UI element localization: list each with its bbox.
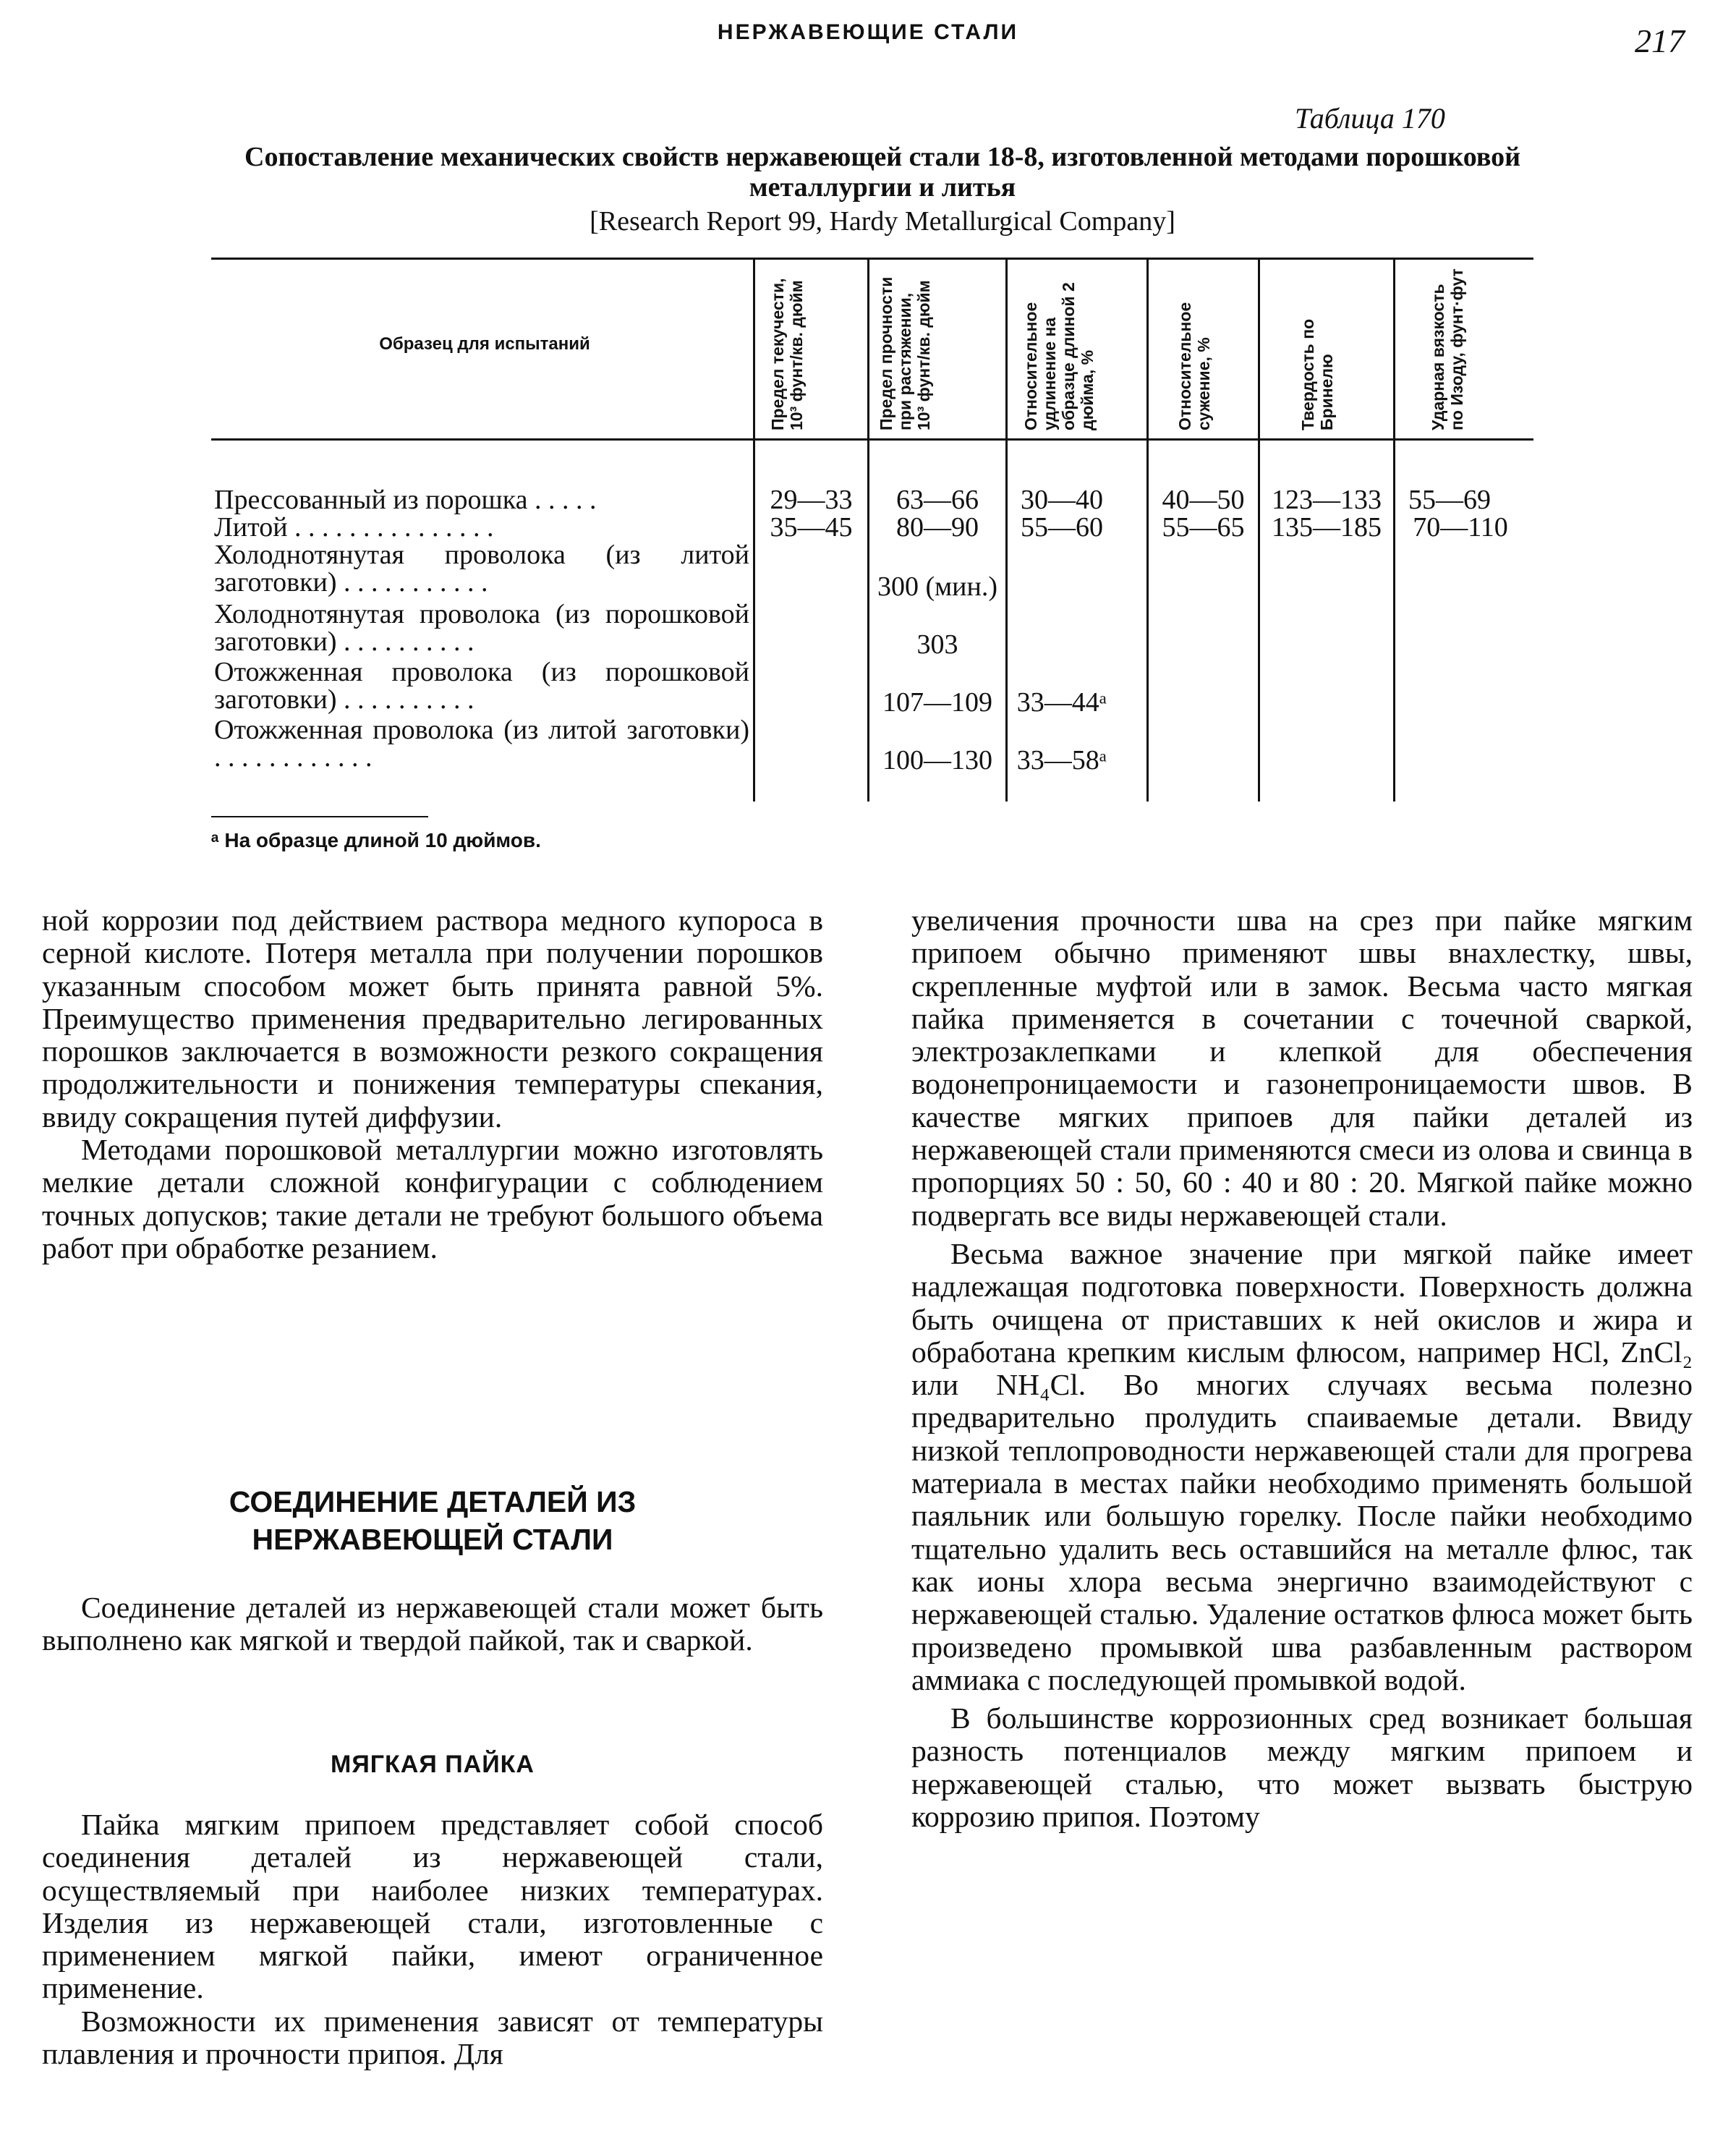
table-number: Таблица 170 <box>1295 102 1445 135</box>
paragraph: Возможности их применения зависят от температуры плавления и прочности припоя. Для <box>42 2004 823 2071</box>
table-row-label: Прессованный из порошка . . . . . <box>214 485 597 515</box>
column-header-yield: Предел текучести, 10³ фунт/кв. дюйм <box>768 278 806 430</box>
table-cell: 35—45 <box>770 512 853 543</box>
running-title: НЕРЖАВЕЮЩИЕ СТАЛИ <box>717 20 1019 44</box>
left-column-upper <box>42 904 823 1264</box>
table-cell: 55—60 <box>1021 512 1103 543</box>
left-column-intro <box>42 1591 823 1657</box>
paragraph: Соединение деталей из нержавеющей стали может быть выполнено как мягкой и твердой пайкой, так и сваркой. <box>42 1591 823 1657</box>
paragraph: увеличения прочности шва на срез при пайке мягким припоем обычно применяют швы внахлестку, швы, скрепленные муфтой или в замок. Весьма часто мягкая пайка применяется в сочетании с точечной сваркой, электрозаклепками и клепкой для обеспечения водонепроницаемости и газонепроницаемости швов. В качестве мягких припоев для пайки деталей из нержавеющей стали применяются смеси из олова и свинца в пропорциях 50 : 50, 60 : 40 и 80 : 20. Мягкой пайке можно подвергать все виды нержавеющей стали. <box>911 904 1693 1232</box>
table-cell: 300 (мин.) <box>877 571 998 602</box>
column-header-izod: Ударная вязкость по Изоду, фунт·фут <box>1429 268 1466 430</box>
column-header-elongation: Относительное удлинение на образце длиной 2 дюйма, % <box>1021 282 1097 430</box>
table-cell: 70—110 <box>1413 512 1508 543</box>
table-cell: 135—185 <box>1272 512 1382 543</box>
section-title-line: СОЕДИНЕНИЕ ДЕТАЛЕЙ ИЗ <box>229 1485 637 1518</box>
table-bottom-rule <box>211 816 428 817</box>
table-cell: 33—58ᵃ <box>1016 745 1107 775</box>
table-cell: 55—69 <box>1408 485 1491 515</box>
table-footnote: ᵃ На образце длиной 10 дюймов. <box>211 829 541 851</box>
table-row-label: Отожженная проволока (из литой заготовки) . . . . . . . . . . . . <box>214 715 749 773</box>
table-cell: 303 <box>916 629 958 660</box>
column-header-specimen: Образец для испытаний <box>379 334 590 354</box>
column-header-tensile: Предел прочности при растяжении, 10³ фунт/кв. дюйм <box>877 276 933 430</box>
table-cell: 40—50 <box>1162 485 1245 515</box>
paragraph: Пайка мягким припоем представляет собой способ соединения деталей из нержавеющей стали, осуществляемый при наиболее низких температурах. Изделия из нержавеющей стали, изготовленные с применением мягкой пайки, имеют ограниченное применение. <box>42 1808 823 2005</box>
column-header-reduction: Относительное сужение, % <box>1175 302 1213 430</box>
paragraph: В большинстве коррозионных сред возникает большая разность потенциалов между мягким припоем и нержавеющей сталью, что может вызвать быструю коррозию припоя. Поэтому <box>911 1701 1693 1834</box>
table-title: Сопоставление механических свойств нержавеющей стали 18-8, изготовленной методами порошковой металлургии и литья <box>244 142 1520 203</box>
table-top-rule <box>211 258 1533 260</box>
section-title <box>42 1483 823 1558</box>
paragraph: Методами порошковой металлургии можно изготовлять мелкие детали сложной конфигурации с соблюдением точных допусков; такие детали не требуют большого объема работ при обработке резанием. <box>42 1133 823 1264</box>
table-cell: 100—130 <box>882 745 992 775</box>
section-title-line: НЕРЖАВЕЮЩЕЙ СТАЛИ <box>252 1523 613 1556</box>
table-row-label: Литой . . . . . . . . . . . . . . . <box>214 512 494 543</box>
table-row-label: Отожженная проволока (из порошковой заготовки) . . . . . . . . . . <box>214 657 749 715</box>
table-cell: 55—65 <box>1162 512 1245 543</box>
paragraph: Весьма важное значение при мягкой пайке имеет надлежащая подготовка поверхности. Поверхность должна быть очищена от приставших к ней окислов и жира и обработана крепким кислым флюсом, например HCl, ZnCl₂ или NH₄Cl. Во многих случаях весьма полезно предварительно пролудить спаиваемые детали. Ввиду низкой теплопроводности нержавеющей стали для прогрева материала в местах пайки необходимо применять большой паяльник или большую горелку. После пайки необходимо тщательно удалить весь оставшийся на металле флюс, так как ионы хлора весьма энергично взаимодействуют с нержавеющей сталью. Удаление остатков флюса может быть произведено промывкой шва разбавленным раствором аммиака с последующей промывкой водой. <box>911 1236 1693 1696</box>
subsection-title: МЯГКАЯ ПАЙКА <box>331 1751 535 1778</box>
table-cell: 107—109 <box>882 687 992 718</box>
table-source: [Research Report 99, Hardy Metallurgical Company] <box>590 206 1175 237</box>
table-row-label: Холоднотянутая проволока (из порошковой заготовки) . . . . . . . . . . <box>214 599 749 657</box>
table-cell: 63—66 <box>896 485 979 515</box>
column-header-brinell: Твердость по Бринелю <box>1298 318 1336 430</box>
table-cell: 29—33 <box>770 485 853 515</box>
table-row-label: Холоднотянутая проволока (из литой заготовки) . . . . . . . . . . . <box>214 540 749 598</box>
table-header-rule <box>211 438 1533 441</box>
left-column-lower <box>42 1808 823 2070</box>
paragraph: ной коррозии под действием раствора медного купороса в серной кислоте. Потеря металла при получении порошков указанным способом может быть принята равной 5%. Преимущество применения предварительно легированных порошков заключается в возможности резкого сокращения продолжительности и понижения температуры спекания, ввиду сокращения путей диффузии. <box>42 904 823 1134</box>
right-column <box>911 904 1693 1833</box>
table-cell: 30—40 <box>1021 485 1103 515</box>
table-cell: 33—44ᵃ <box>1016 687 1107 718</box>
table-cell: 80—90 <box>896 512 979 543</box>
table-cell: 123—133 <box>1272 485 1382 515</box>
page-number: 217 <box>1635 22 1685 59</box>
